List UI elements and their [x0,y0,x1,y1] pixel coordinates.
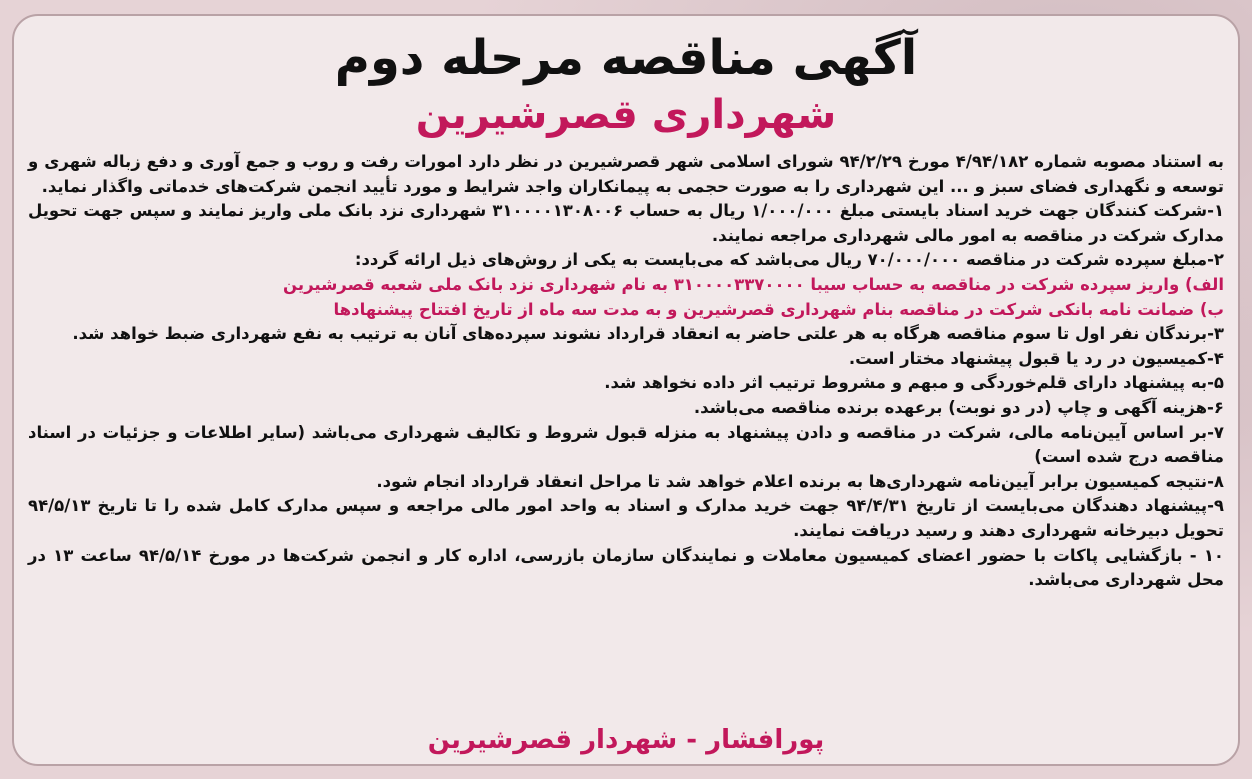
clause-5: ۵-به پیشنهاد دارای قلم‌خوردگی و مبهم و مشروط ترتیب اثر داده نخواهد شد. [604,373,1224,393]
tender-notice [12,14,1240,766]
intro-paragraph: به استناد مصوبه شماره ۴/۹۴/۱۸۲ مورخ ۹۴/۲/۲۹ شورای اسلامی شهر قصرشیرین در نظر دارد امورات رفت و روب و جمع آوری و دفع زباله شهری و توسعه و نگهداری فضای سبز و ... این شهرداری را به صورت حجمی به پیمانکاران واجد شرایط و مورد تأیید انجمن شرکت‌های خدماتی واگذار نماید. [28,152,1224,196]
clause-4: ۴-کمیسیون در رد یا قبول پیشنهاد مختار است. [848,348,1224,368]
clause-7: ۷-بر اساس آیین‌نامه مالی، شرکت در مناقصه و دادن پیشنهاد به منزله قبول شروط و تکالیف شهرداری می‌باشد (سایر اطلاعات و جزئیات در اسناد مناقصه درج شده است) [28,422,1224,467]
notice-subtitle: شهرداری قصرشیرین [415,92,837,138]
clause-6: ۶-هزینه آگهی و چاپ (در دو نوبت) برعهده برنده مناقصه می‌باشد. [693,397,1224,417]
clause-2a: الف) واریز سپرده شرکت در مناقصه به حساب سیبا ۳۱۰۰۰۰۳۳۷۰۰۰۰ به نام شهرداری نزد بانک ملی شعبه قصرشیرین [283,274,1224,294]
notice-title: آگهی مناقصه مرحله دوم [334,30,918,86]
signature: پورافشار - شهردار قصرشیرین [427,725,825,755]
clause-1: ۱-شرکت کنندگان جهت خرید اسناد بایستی مبلغ ۱/۰۰۰/۰۰۰ ریال به حساب ۳۱۰۰۰۰۱۳۰۸۰۰۶ شهرداری نزد بانک ملی واریز نمایند و سپس جهت تحویل مدارک شرکت در مناقصه به امور مالی شهرداری مراجعه نمایند. [28,201,1225,245]
clause-10: ۱۰ - بازگشایی پاکات با حضور اعضای کمیسیون معاملات و نمایندگان سازمان بازرسی، اداره کار و انجمن شرکت‌ها در مورخ ۹۴/۵/۱۴ ساعت ۱۳ در محل شهرداری می‌باشد. [28,545,1225,590]
notice-body [28,150,1224,593]
clause-2b: ب) ضمانت نامه بانکی شرکت در مناقصه بنام شهرداری قصرشیرین و به مدت سه ماه از تاریخ افتتاح پیشنهادها [333,299,1224,319]
clause-8: ۸-نتیجه کمیسیون برابر آیین‌نامه شهرداری‌ها به برنده اعلام خواهد شد تا مراحل انعقاد قرارداد انجام شود. [376,471,1224,491]
clause-2: ۲-مبلغ سپرده شرکت در مناقصه ۷۰/۰۰۰/۰۰۰ ریال می‌باشد که می‌بایست به یکی از روش‌های ذیل ارائه گردد: [354,250,1224,270]
clause-3: ۳-برندگان نفر اول تا سوم مناقصه هرگاه به هر علتی حاضر به انعقاد قرارداد نشوند سپرده‌های آنان به ترتیب به نفع شهرداری ضبط خواهد شد. [72,324,1224,344]
clause-9: ۹-پیشنهاد دهندگان می‌بایست از تاریخ ۹۴/۴/۳۱ جهت خرید مدارک و اسناد به واحد امور مالی مراجعه و سپس مدارک کامل شده را تا تاریخ ۹۴/۵/۱۳ تحویل دبیرخانه شهرداری دهند و رسید دریافت نمایند. [28,496,1224,540]
